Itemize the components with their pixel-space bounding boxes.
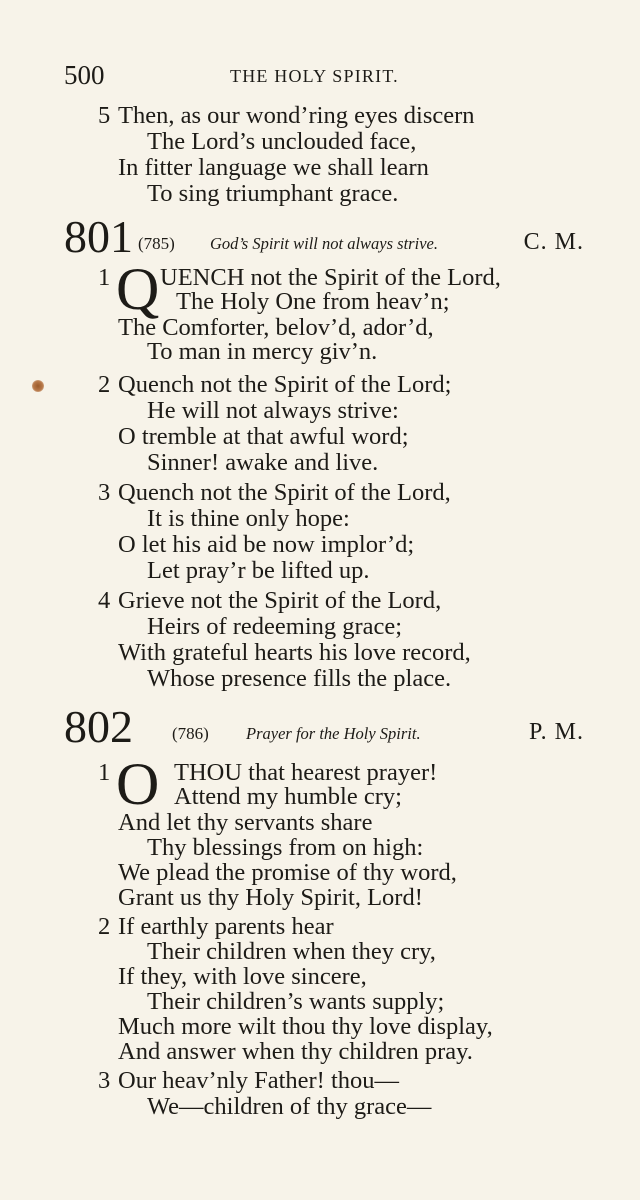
verse-line: THOU that hearest prayer! bbox=[174, 759, 438, 786]
verse-number: 5 bbox=[98, 102, 111, 129]
drop-cap: O bbox=[116, 751, 160, 817]
running-title: THE HOLY SPIRIT. bbox=[230, 66, 399, 86]
verse-line: Sinner! awake and live. bbox=[147, 449, 379, 476]
verse-line: It is thine only hope: bbox=[147, 505, 350, 532]
hymn-subject: Prayer for the Holy Spirit. bbox=[246, 724, 421, 743]
verse-line: O tremble at that awful word; bbox=[118, 423, 409, 450]
verse-line: Much more wilt thou thy love display, bbox=[118, 1013, 493, 1040]
hymn-802-heading bbox=[64, 702, 584, 750]
verse-number: 2 bbox=[98, 371, 111, 398]
page-header bbox=[64, 60, 584, 94]
verse-line: Thy blessings from on high: bbox=[147, 834, 424, 861]
verse-line: And answer when thy children pray. bbox=[118, 1038, 473, 1065]
drop-cap: Q bbox=[116, 256, 160, 322]
hymn-subject: God’s Spirit will not always strive. bbox=[210, 234, 438, 253]
verse-line: O let his aid be now implor’d; bbox=[118, 531, 415, 558]
hymn-meter: P. M. bbox=[528, 719, 584, 745]
verse-line: Their children’s wants supply; bbox=[147, 988, 445, 1015]
verse-line: To man in mercy giv’n. bbox=[147, 338, 378, 365]
verse-line: He will not always strive: bbox=[147, 397, 399, 424]
verse-line: UENCH not the Spirit of the Lord, bbox=[160, 264, 501, 291]
hymn-number: 802 bbox=[64, 701, 133, 752]
verse-line: To sing triumphant grace. bbox=[147, 180, 399, 207]
verse-line: Attend my humble cry; bbox=[174, 783, 402, 810]
verse-line: The Lord’s unclouded face, bbox=[147, 128, 417, 155]
verse-line: We plead the promise of thy word, bbox=[118, 859, 457, 886]
hymn-meter: C. M. bbox=[523, 229, 584, 255]
verse-line: With grateful hearts his love record, bbox=[118, 639, 471, 666]
verse-line: Their children when they cry, bbox=[147, 938, 436, 965]
verse-number: 3 bbox=[98, 479, 111, 506]
hymn-number: 801 bbox=[64, 211, 133, 262]
hymn-reference: (785) bbox=[138, 234, 175, 253]
verse-line: The Holy One from heav’n; bbox=[176, 288, 450, 315]
verse-line: If they, with love sincere, bbox=[118, 963, 367, 990]
verse-line: 5 Then, as our wond’ring eyes discern bbox=[98, 102, 475, 129]
page-number: 500 bbox=[64, 60, 105, 90]
ink-stain bbox=[32, 380, 44, 392]
verse-line: Let pray’r be lifted up. bbox=[147, 557, 370, 584]
verse-number: 1 bbox=[98, 759, 111, 786]
verse-number: 2 bbox=[98, 913, 111, 940]
verse-number: 3 bbox=[98, 1067, 111, 1094]
verse-line: We—children of thy grace— bbox=[147, 1093, 432, 1120]
verse-line: The Comforter, belov’d, ador’d, bbox=[118, 314, 434, 341]
verse-line: Grant us thy Holy Spirit, Lord! bbox=[118, 884, 423, 911]
verse-line: Whose presence fills the place. bbox=[147, 665, 452, 692]
hymn-801-heading bbox=[64, 212, 584, 260]
verse-number: 4 bbox=[98, 587, 111, 614]
verse-line: In fitter language we shall learn bbox=[118, 154, 429, 181]
verse-line: And let thy servants share bbox=[118, 809, 373, 836]
verse-number: 1 bbox=[98, 264, 111, 291]
verse-line: Heirs of redeeming grace; bbox=[147, 613, 403, 640]
hymn-reference: (786) bbox=[172, 724, 209, 743]
hymnal-page: 500 THE HOLY SPIRIT. 5 Then, as our wond’ring eyes discern The Lord’s unclouded face, In fitter language we shall learn To sing triumphant grace. 801 (785) God’s Spirit will not always strive. C. M. 1 Q UENCH not the Spirit of the Lord, The Holy One from heav’n; The Comforter, belov’d, ador’d, To man in mercy giv’n. 2 Quench not the Spirit of the Lord; He will not always strive: O tremble at that awful word; Sinner! awake and live. 3 Quench not the Spirit of the Lord, It is thine only hope: O let his aid be now implor’d; Let pray’r be lifted up. 4 Grieve not the Spirit of the Lord, Heirs of redeeming grace; With grateful hearts his love record, Whose presence fills the place. 802 (786) Prayer for the Holy Spirit. P. M. 1 O THOU that hearest prayer! Attend my humble cry; And let thy servants share Thy blessings from on high: We plead the promise of thy word, Grant us thy Holy Spirit, Lord! 2 If earthly parents hear Their children when they cry, If they, with love sincere, Their children’s wants supply; Much more wilt thou thy love display, And answer when thy children pray. 3 Our heav’nly Father! thou— We—children of thy grace— bbox=[0, 0, 640, 1200]
